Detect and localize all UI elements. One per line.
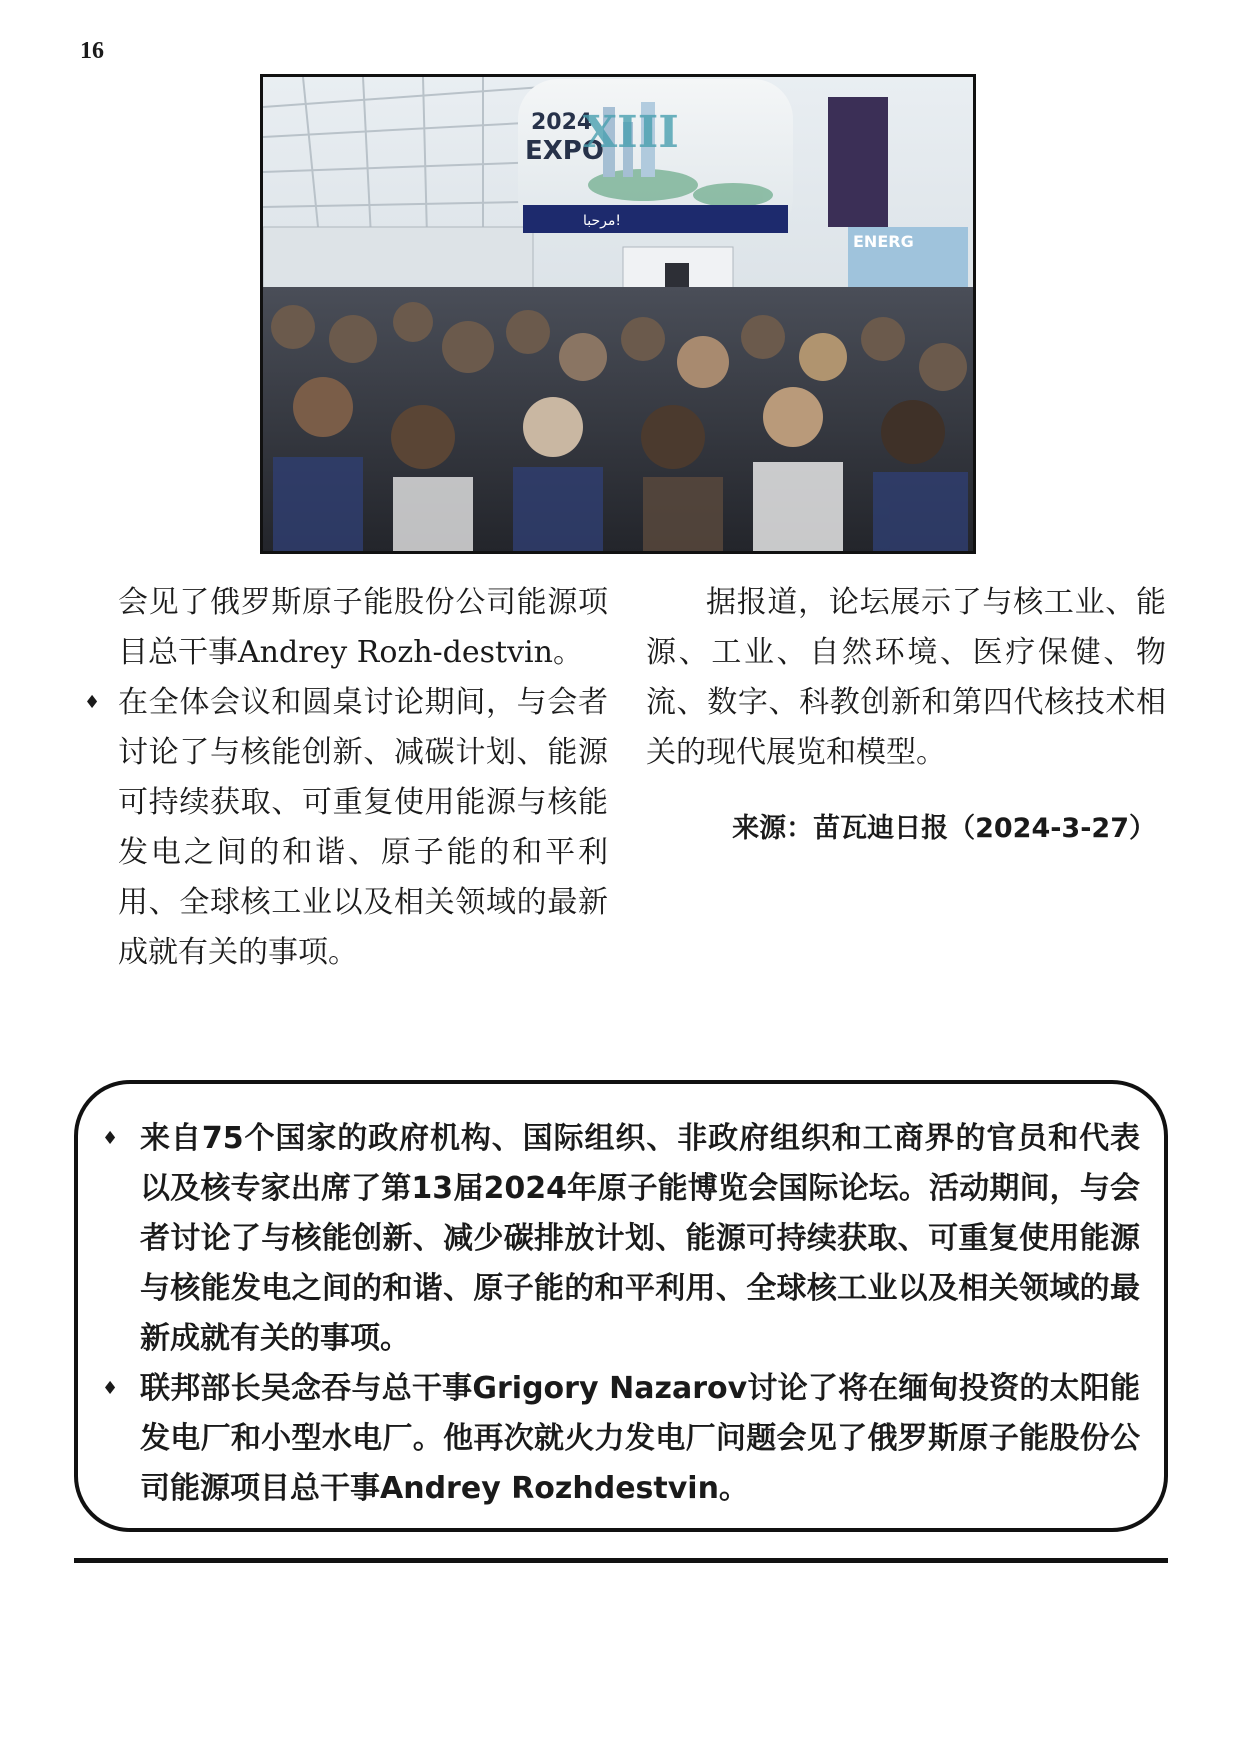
left-column bbox=[84, 578, 608, 978]
welcome-banner-text: مرحبا! bbox=[583, 213, 621, 229]
page-number: 16 bbox=[80, 38, 104, 64]
summary-box bbox=[74, 1080, 1168, 1532]
left-bullet-item bbox=[84, 678, 608, 978]
bottom-divider bbox=[74, 1558, 1168, 1563]
left-bullet-text: 在全体会议和圆桌讨论期间，与会者讨论了与核能创新、减碳计划、能源可持续获取、可重复使用能源与核能发电之间的和谐、原子能的和平利用、全球核工业以及相关领域的最新成就有关的事项。 bbox=[118, 685, 608, 970]
expo-roman-text: XIII bbox=[583, 107, 679, 158]
diamond-bullet-icon: ♦ bbox=[102, 1378, 119, 1399]
summary-bullet-item bbox=[102, 1364, 1140, 1514]
summary-bullet-text: 来自75个国家的政府机构、国际组织、非政府组织和工商界的官员和代表以及核专家出席了第13届2024年原子能博览会国际论坛。活动期间，与会者讨论了与核能创新、减少碳排放计划、能源可持续获取、可重复使用能源与核能发电之间的和谐、原子能的和平利用、全球核工业以及相关领域的最新成就有关的事项。 bbox=[140, 1121, 1140, 1356]
expo-year-text: 2024 bbox=[531, 110, 593, 135]
expo-crowd-photo bbox=[260, 74, 976, 554]
right-display-wall bbox=[828, 97, 888, 227]
left-paragraph: 会见了俄罗斯原子能股份公司能源项目总干事Andrey Rozh-destvin。 bbox=[118, 585, 608, 670]
summary-bullet-item bbox=[102, 1114, 1140, 1364]
energ-sign-text: ENERG bbox=[853, 232, 914, 251]
expo-word-text: EXPO bbox=[525, 136, 604, 166]
photo-illustration bbox=[263, 77, 973, 551]
summary-bullet-text: 联邦部长吴念吞与总干事Grigory Nazarov讨论了将在缅甸投资的太阳能发电厂和小型水电厂。他再次就火力发电厂问题会见了俄罗斯原子能股份公司能源项目总干事Andrey Rozhdestvin。 bbox=[140, 1371, 1140, 1506]
diamond-bullet-icon: ♦ bbox=[84, 692, 101, 713]
right-paragraph: 据报道，论坛展示了与核工业、能源、工业、自然环境、医疗保健、物流、数字、科教创新和第四代核技术相关的现代展览和模型。 bbox=[646, 585, 1166, 770]
summary-box-content bbox=[102, 1114, 1140, 1514]
diamond-bullet-icon: ♦ bbox=[102, 1128, 119, 1149]
welcome-banner bbox=[523, 205, 788, 233]
right-column bbox=[646, 578, 1166, 854]
source-citation: 来源：苗瓦迪日报（2024-3-27） bbox=[732, 813, 1156, 844]
